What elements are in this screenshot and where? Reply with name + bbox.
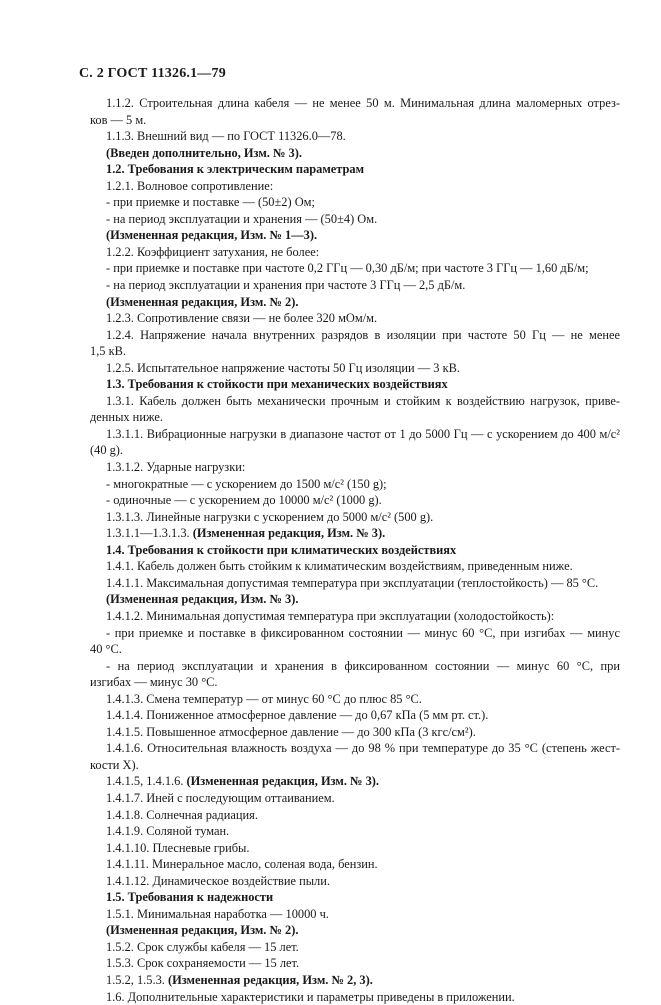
text-line: 1.3.1.2. Ударные нагрузки: xyxy=(106,460,246,475)
text-line: 1.2.3. Сопротивление связи — не более 320 мОм/м. xyxy=(106,311,378,326)
text-line: изгибах — минус 30 °С. xyxy=(90,675,218,690)
text-line: - при приемке и поставке при частоте 0,2 ГГц — 0,30 дБ/м; при частоте 3 ГГц — 1,60 дБ/м; xyxy=(106,261,589,276)
text-line: 1.5.1. Минимальная наработка — 10000 ч. xyxy=(106,906,329,921)
text-line: 1.2.2. Коэффициент затухания, не более: xyxy=(106,244,320,259)
text-line: - при приемке и поставке в фиксированном состоянии — минус 60 °С, при изгибах — минус xyxy=(106,625,620,640)
text-line: 1,5 кВ. xyxy=(90,344,126,359)
text-line: (Измененная редакция, Изм. № 2). xyxy=(106,923,299,938)
text-line: 1.2.1. Волновое сопротивление: xyxy=(106,178,274,193)
text-line: 1.2.4. Напряжение начала внутренних разрядов в изоляции при частоте 50 Гц — не менее xyxy=(106,327,620,342)
text-line: 1.4.1.12. Динамическое воздействие пыли. xyxy=(106,873,330,888)
text-line: 1.4.1.11. Минеральное масло, соленая вода, бензин. xyxy=(106,857,378,872)
text-line: 1.4.1.9. Соляной туман. xyxy=(106,824,230,839)
text-line: 40 °С. xyxy=(90,642,122,657)
text-line: 1.6. Дополнительные характеристики и параметры приведены в приложении. xyxy=(106,989,515,1004)
text-line: 1.4.1.2. Минимальная допустимая температура при эксплуатации (холодостойкость): xyxy=(106,608,555,623)
text-line: - на период эксплуатации и хранения при частоте 3 ГГц — 2,5 дБ/м. xyxy=(106,278,466,293)
text-line: 1.5.3. Срок сохраняемости — 15 лет. xyxy=(106,956,300,971)
text-line: 1.4.1.3. Смена температур — от минус 60 °С до плюс 85 °С. xyxy=(106,691,422,706)
text-line: (Измененная редакция, Изм. № 3). xyxy=(106,592,299,607)
text-line: 1.2.5. Испытательное напряжение частоты 50 Гц изоляции — 3 кВ. xyxy=(106,360,460,375)
text-line: 1.3.1. Кабель должен быть механически прочным и стойким к воздействию нагрузок, приве- xyxy=(106,393,620,408)
text-line: 1.5. Требования к надежности xyxy=(106,890,274,905)
text-line: (40 g). xyxy=(90,443,124,458)
text-line: 1.3.1.3. Линейные нагрузки с ускорением до 5000 м/с² (500 g). xyxy=(106,509,434,524)
text-line: денных ниже. xyxy=(90,410,163,425)
text-line: 1.3.1.1. Вибрационные нагрузки в диапазоне частот от 1 до 5000 Гц — с ускорением до 400 м/с² xyxy=(106,426,620,441)
document-body xyxy=(90,95,620,1005)
text-line: (Измененная редакция, Изм. № 1—3). xyxy=(106,228,318,243)
text-line: 1.4.1.4. Пониженное атмосферное давление — до 0,67 кПа (5 мм рт. ст.). xyxy=(106,708,489,723)
text-line: (Измененная редакция, Изм. № 2). xyxy=(106,294,299,309)
text-line: 1.1.2. Строительная длина кабеля — не менее 50 м. Минимальная длина маломерных отрез- xyxy=(106,96,620,110)
text-line: - при приемке и поставке — (50±2) Ом; xyxy=(106,195,315,210)
text-line: 1.4. Требования к стойкости при климатических воздействиях xyxy=(106,542,457,557)
text-line: 1.2. Требования к электрическим параметрам xyxy=(106,162,365,177)
text-line: 1.4.1.5, 1.4.1.6. (Измененная редакция, Изм. № 3). xyxy=(106,774,380,789)
text-line: 1.4.1.10. Плесневые грибы. xyxy=(106,840,250,855)
text-line: 1.4.1.6. Относительная влажность воздуха — до 98 % при температуре до 35 °С (степень жест- xyxy=(106,741,620,756)
text-line: 1.4.1. Кабель должен быть стойким к климатическим воздействиям, приведенным ниже. xyxy=(106,559,573,574)
text-line: - многократные — с ускорением до 1500 м/с² (150 g); xyxy=(106,476,387,491)
text-line: 1.3.1.1—1.3.1.3. (Измененная редакция, Изм. № 3). xyxy=(106,526,386,541)
text-line: 1.4.1.7. Иней с последующим оттаиванием. xyxy=(106,790,335,805)
text-line: 1.4.1.8. Солнечная радиация. xyxy=(106,807,258,822)
text-line: 1.5.2. Срок службы кабеля — 15 лет. xyxy=(106,939,299,954)
text-line: 1.4.1.1. Максимальная допустимая температура при эксплуатации (теплостойкость) — 85 °С. xyxy=(106,575,599,590)
text-line: ков — 5 м. xyxy=(90,112,147,127)
text-line: 1.1.3. Внешний вид — по ГОСТ 11326.0—78. xyxy=(106,129,346,144)
text-line: 1.5.2, 1.5.3. (Измененная редакция, Изм. № 2, 3). xyxy=(106,972,373,987)
text-line: (Введен дополнительно, Изм. № 3). xyxy=(106,145,302,160)
text-line: кости X). xyxy=(90,757,139,772)
text-line: - одиночные — с ускорением до 10000 м/с² (1000 g). xyxy=(106,493,382,508)
text-line: - на период эксплуатации и хранения — (50±4) Ом. xyxy=(106,211,378,226)
text-line: 1.4.1.5. Повышенное атмосферное давление — до 300 кПа (3 кгс/см²). xyxy=(106,724,476,739)
text-line: - на период эксплуатации и хранения в фиксированном состоянии — минус 60 °С, при xyxy=(106,658,620,673)
text-line: 1.3. Требования к стойкости при механических воздействиях xyxy=(106,377,448,392)
page-header: С. 2 ГОСТ 11326.1—79 xyxy=(79,66,226,81)
